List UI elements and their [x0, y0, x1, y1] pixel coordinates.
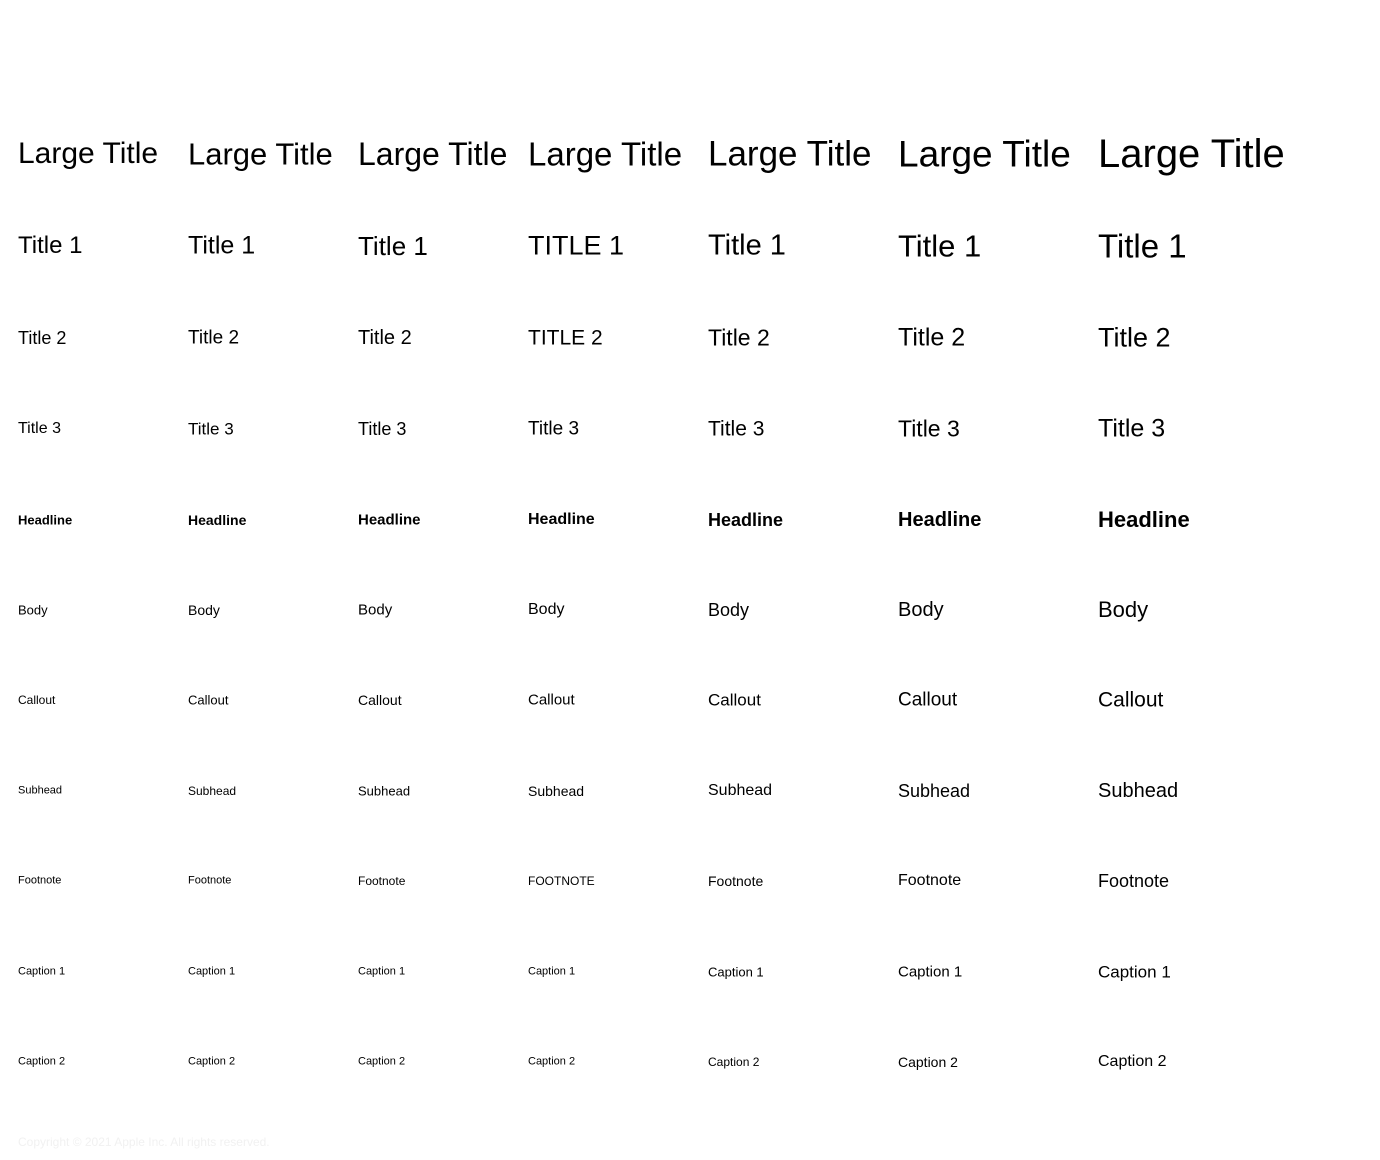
body-sample: Body	[188, 602, 220, 618]
footnote-sample: Footnote	[1098, 871, 1170, 891]
subhead-sample: Subhead	[18, 784, 63, 797]
title-2-sample: Title 2	[708, 324, 770, 351]
large-title-sample: Large Title	[188, 136, 333, 172]
callout-sample: Callout	[358, 692, 402, 708]
subhead-sample: Subhead	[358, 783, 411, 799]
subhead-sample: Subhead	[1098, 780, 1179, 802]
large-title-sample: Large Title	[898, 133, 1071, 175]
caption-1-sample: Caption 1	[18, 965, 66, 978]
headline-sample: Headline	[528, 511, 595, 528]
caption-1-sample: Caption 1	[188, 965, 236, 978]
subhead-sample: Subhead	[528, 783, 585, 799]
title-2-sample: Title 2	[898, 323, 966, 352]
caption-1-sample: Caption 1	[898, 963, 963, 981]
headline-sample: Headline	[18, 512, 73, 528]
footnote-sample: Footnote	[18, 874, 62, 887]
caption-1-sample: Caption 1	[1098, 962, 1171, 982]
caption-1-sample: Caption 1	[708, 964, 764, 980]
footnote-sample: Footnote	[708, 873, 764, 889]
title-2-sample: Title 2	[358, 327, 412, 349]
callout-sample: Callout	[898, 689, 958, 711]
title-1-sample: TITLE 1	[528, 230, 625, 261]
title-2-sample: Title 2	[188, 327, 240, 349]
headline-sample: Headline	[898, 509, 982, 531]
footnote-sample: Footnote	[188, 874, 232, 887]
body-sample: Body	[1098, 597, 1149, 622]
headline-sample: Headline	[188, 512, 247, 528]
footnote-sample: Footnote	[358, 874, 406, 888]
subhead-sample: Subhead	[898, 781, 971, 801]
title-3-sample: Title 3	[708, 417, 765, 441]
title-1-sample: Title 1	[358, 231, 428, 261]
caption-2-sample: Caption 2	[18, 1055, 66, 1068]
headline-sample: Headline	[358, 511, 421, 529]
caption-2-sample: Caption 2	[188, 1055, 236, 1068]
body-sample: Body	[18, 602, 48, 618]
title-1-sample: Title 1	[898, 228, 982, 264]
large-title-sample: Large Title	[358, 136, 508, 172]
title-3-sample: Title 3	[18, 420, 61, 437]
headline-sample: Headline	[708, 510, 784, 530]
caption-2-sample: Caption 2	[358, 1055, 406, 1068]
title-3-sample: Title 3	[188, 419, 234, 439]
title-2-sample: Title 2	[18, 328, 67, 348]
caption-2-sample: Caption 2	[528, 1055, 576, 1068]
title-2-sample: Title 2	[1098, 322, 1171, 353]
footnote-sample: FOOTNOTE	[528, 874, 595, 888]
callout-sample: Callout	[528, 691, 575, 709]
callout-sample: Callout	[708, 690, 761, 710]
title-2-sample: TITLE 2	[528, 326, 603, 350]
caption-1-sample: Caption 1	[528, 965, 576, 978]
title-1-sample: Title 1	[18, 232, 83, 259]
large-title-sample: Large Title	[1098, 132, 1285, 176]
subhead-sample: Subhead	[188, 784, 237, 798]
callout-sample: Callout	[188, 692, 229, 708]
caption-2-sample: Caption 2	[1098, 1053, 1167, 1070]
body-sample: Body	[358, 601, 393, 619]
callout-sample: Callout	[18, 693, 56, 707]
caption-2-sample: Caption 2	[898, 1054, 958, 1070]
subhead-sample: Subhead	[708, 782, 773, 799]
body-sample: Body	[898, 599, 944, 621]
copyright-notice: Copyright © 2021 Apple Inc. All rights reserved.	[18, 1135, 270, 1149]
headline-sample: Headline	[1098, 507, 1190, 532]
title-1-sample: Title 1	[708, 229, 786, 262]
large-title-sample: Large Title	[528, 135, 683, 173]
caption-1-sample: Caption 1	[358, 965, 406, 978]
large-title-sample: Large Title	[18, 137, 159, 170]
title-1-sample: Title 1	[188, 231, 256, 260]
title-3-sample: Title 3	[1098, 414, 1166, 443]
body-sample: Body	[708, 600, 750, 620]
large-title-sample: Large Title	[708, 134, 872, 174]
title-3-sample: Title 3	[358, 419, 407, 439]
caption-2-sample: Caption 2	[708, 1055, 760, 1069]
title-3-sample: Title 3	[528, 418, 580, 440]
title-3-sample: Title 3	[898, 415, 960, 442]
callout-sample: Callout	[1098, 688, 1164, 712]
title-1-sample: Title 1	[1098, 227, 1187, 265]
body-sample: Body	[528, 601, 565, 618]
footnote-sample: Footnote	[898, 872, 962, 889]
